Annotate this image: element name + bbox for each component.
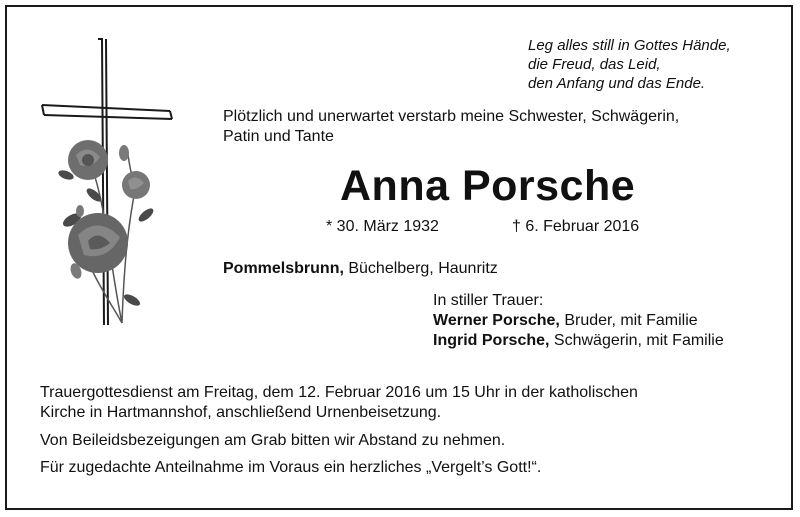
intro-text — [223, 107, 783, 147]
verse-line: Leg alles still in Gottes Hände, — [528, 37, 731, 54]
places-line — [223, 260, 498, 278]
intro-line: Patin und Tante — [223, 128, 334, 145]
rose-icon — [68, 140, 108, 180]
birth-date: * 30. März 1932 — [326, 218, 439, 235]
service-info — [40, 383, 780, 423]
cross-icon — [42, 39, 172, 325]
verse-line: den Anfang und das Ende. — [528, 75, 706, 92]
service-line: Kirche in Hartmannshof, anschließend Urnenbeisetzung. — [40, 404, 442, 421]
mourner-name: Ingrid Porsche, — [433, 332, 550, 349]
place-main: Pommelsbrunn, — [223, 260, 344, 277]
death-date: † 6. Februar 2016 — [512, 218, 640, 235]
mourner-row — [433, 311, 724, 331]
mourner-relation: Schwägerin, mit Familie — [549, 332, 724, 349]
mourner-relation: Bruder, mit Familie — [559, 312, 698, 329]
mourners-heading: In stiller Trauer: — [433, 292, 544, 309]
condolence-note: Von Beileidsbezeigungen am Grab bitten wir Abstand zu nehmen. — [40, 432, 506, 449]
deceased-name: Anna Porsche — [340, 162, 636, 210]
place-others: Büchelberg, Haunritz — [343, 260, 498, 277]
thanks-note: Für zugedachte Anteilnahme im Voraus ein herzliches „Vergelt’s Gott!“. — [40, 459, 542, 476]
mourner-row — [433, 331, 724, 351]
verse — [528, 36, 788, 93]
mourners-block — [433, 291, 724, 351]
service-line: Trauergottesdienst am Freitag, dem 12. Februar 2016 um 15 Uhr in der katholischen — [40, 384, 638, 401]
rose-icon — [122, 171, 150, 199]
rose-icon — [68, 213, 128, 273]
cross-with-roses-icon — [36, 35, 186, 330]
mourner-name: Werner Porsche, — [433, 312, 560, 329]
verse-line: die Freud, das Leid, — [528, 56, 661, 73]
intro-line: Plötzlich und unerwartet verstarb meine Schwester, Schwägerin, — [223, 108, 680, 125]
